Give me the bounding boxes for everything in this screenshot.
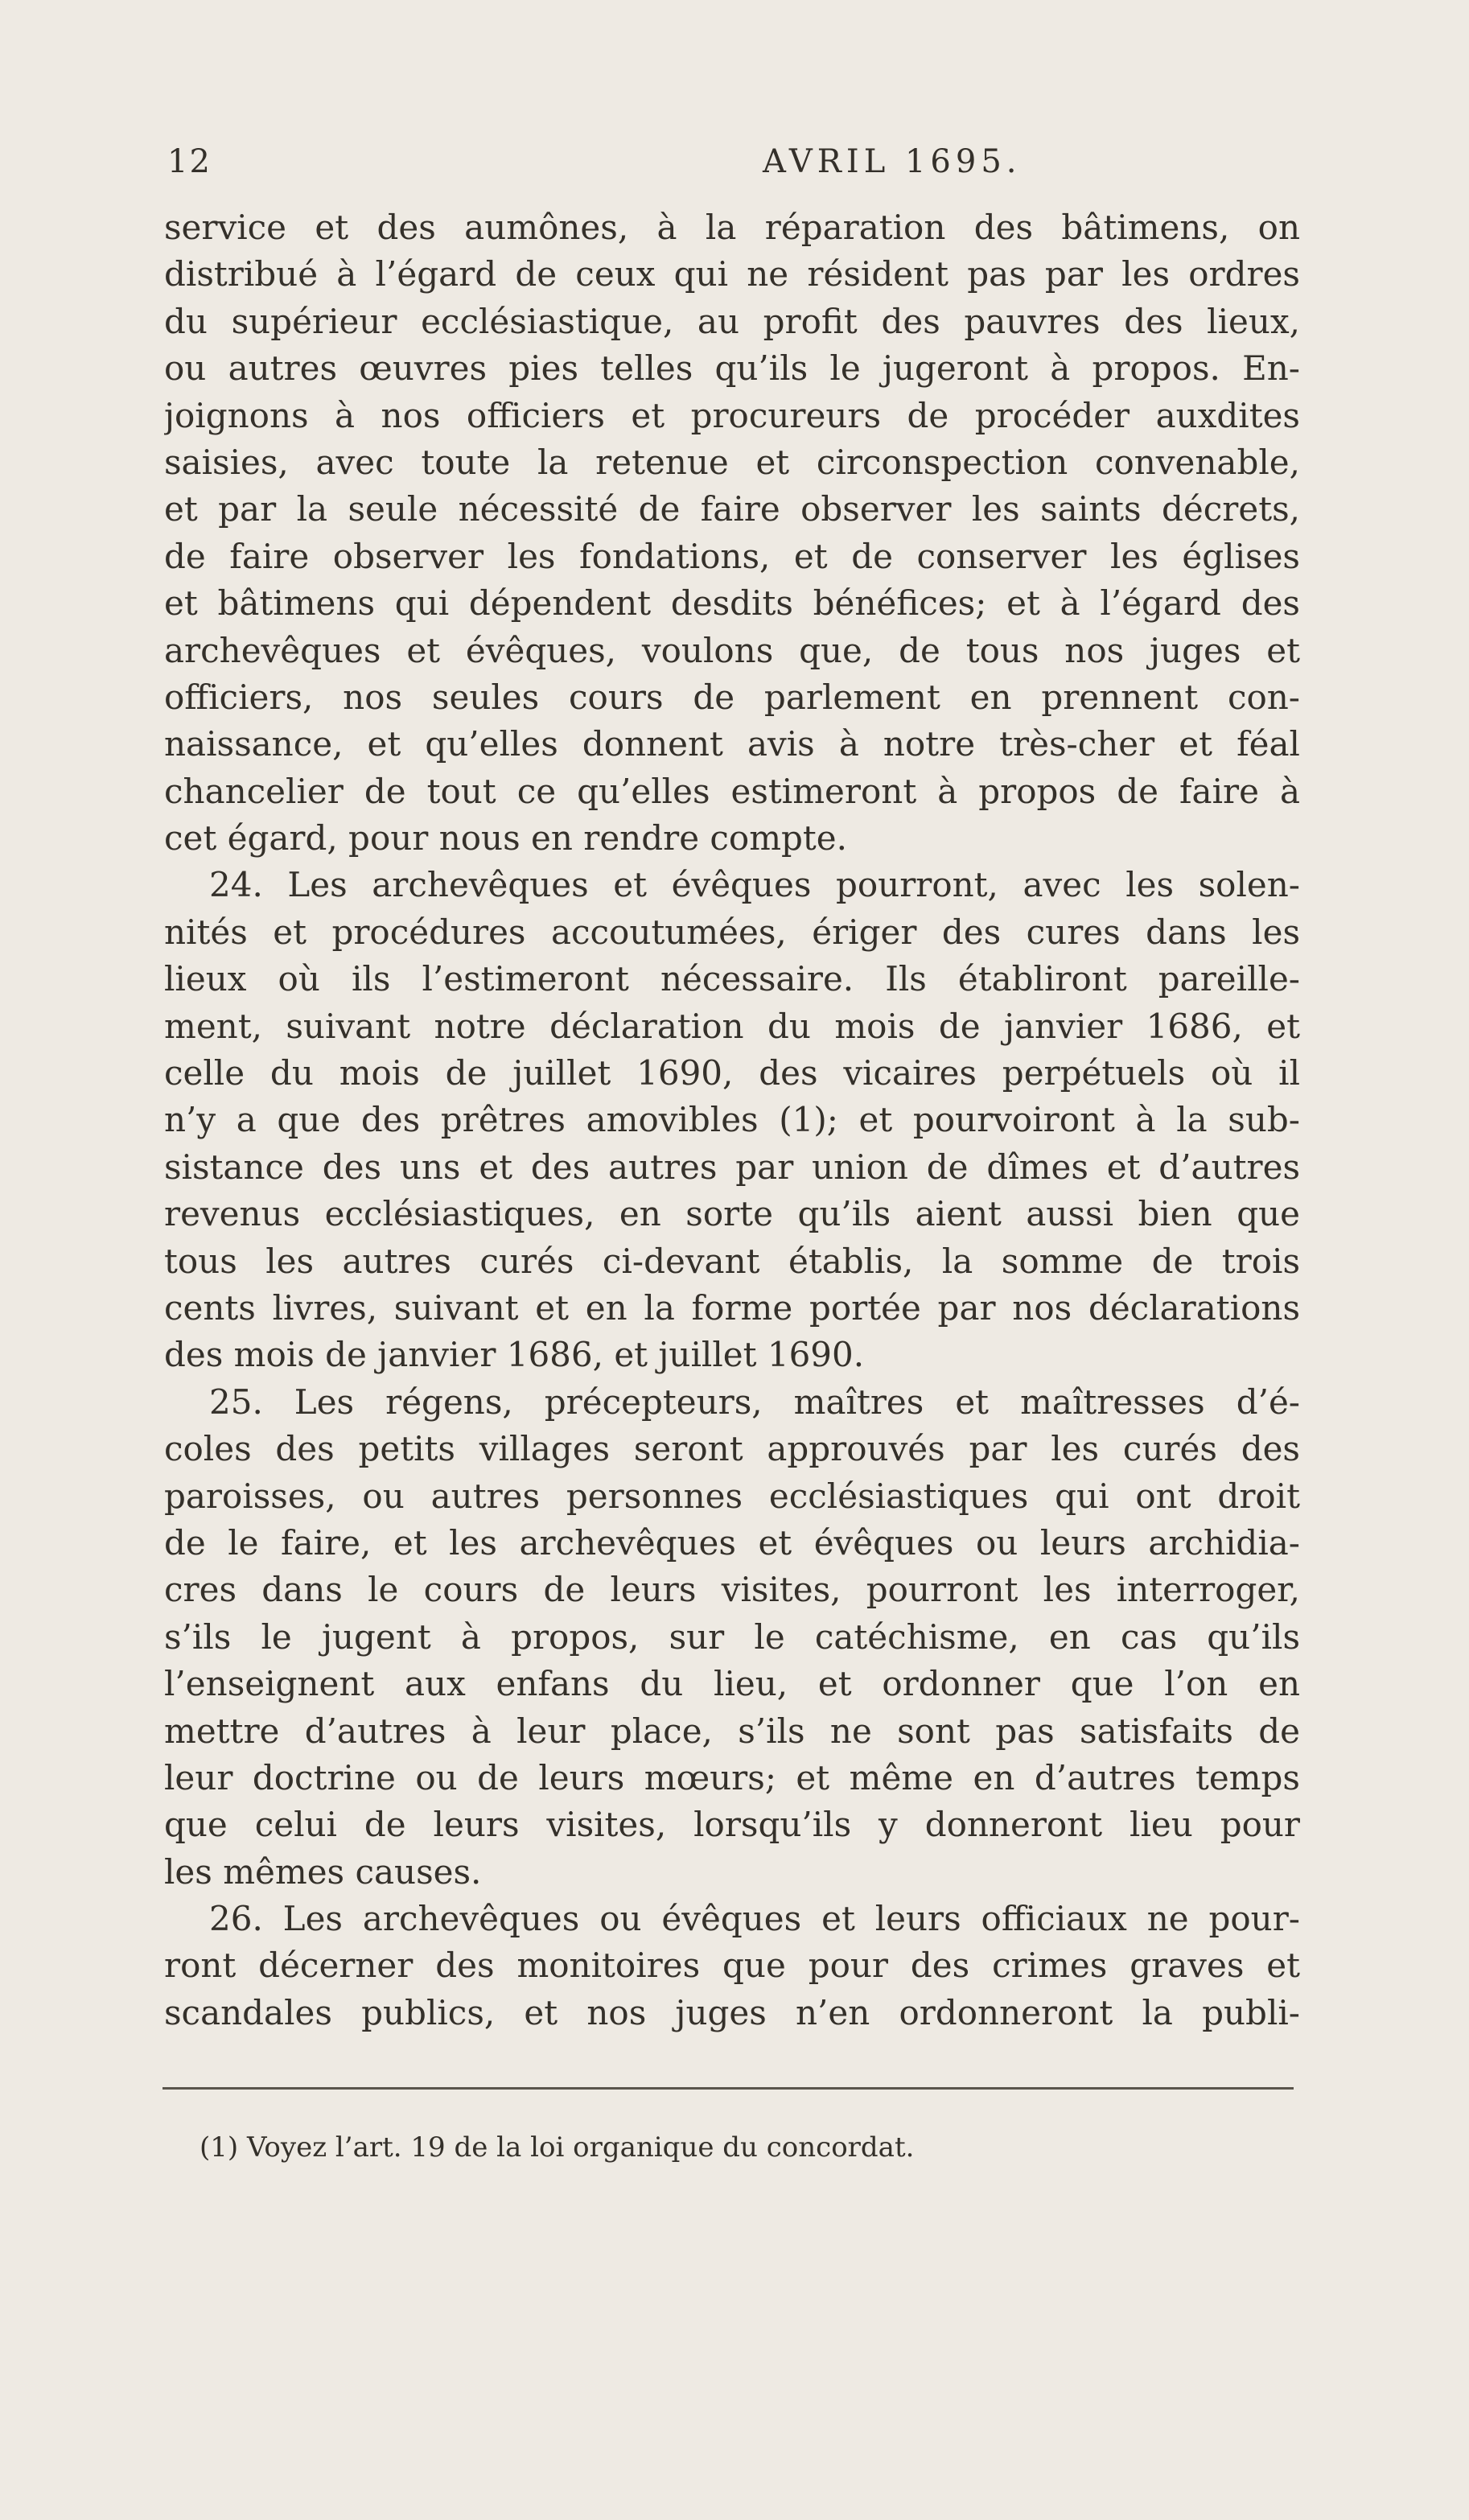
- footnote-reference-line: n’y a que des prêtres amovibles (1); et pourvoiront à la sub-: [164, 1100, 1300, 1140]
- text-line: lieux où ils l’estimeront nécessaire. Ils établiront pareille-: [164, 959, 1300, 999]
- text-line: et bâtimens qui dépendent desdits bénéfices; et à l’égard des: [164, 583, 1300, 624]
- text-line: cet égard, pour nous en rendre compte.: [164, 818, 848, 859]
- text-line: celle du mois de juillet 1690, des vicaires perpétuels où il: [164, 1053, 1300, 1093]
- text-line: mettre d’autres à leur place, s’ils ne sont pas satisfaits de: [164, 1711, 1300, 1751]
- text-line: saisies, avec toute la retenue et circonspection convenable,: [164, 442, 1300, 482]
- text-line: officiers, nos seules cours de parlement en prennent con-: [164, 677, 1300, 717]
- text-line: service et des aumônes, à la réparation des bâtimens, on: [164, 208, 1300, 247]
- text-line: sistance des uns et des autres par union de dîmes et d’autres: [164, 1147, 1300, 1187]
- text-line: ou autres œuvres pies telles qu’ils le jugeront à propos. En-: [164, 348, 1300, 389]
- text-line: nités et procédures accoutumées, ériger des cures dans les: [164, 912, 1300, 952]
- text-line: archevêques et évêques, voulons que, de tous nos juges et: [164, 630, 1300, 670]
- text-line: coles des petits villages seront approuvés par les curés des: [164, 1429, 1300, 1469]
- page-header: [167, 143, 1297, 188]
- body-text: [164, 204, 1300, 2079]
- text-line: cres dans le cours de leurs visites, pourront les interroger,: [164, 1570, 1300, 1610]
- text-line: ront décerner des monitoires que pour des crimes graves et: [164, 1946, 1300, 1986]
- article-26-start: 26. Les archevêques ou évêques et leurs officiaux ne pour-: [209, 1899, 1300, 1939]
- text-line: l’enseignent aux enfans du lieu, et ordonner que l’on en: [164, 1664, 1300, 1704]
- text-line: leur doctrine ou de leurs mœurs; et même en d’autres temps: [164, 1757, 1300, 1797]
- text-line: distribué à l’égard de ceux qui ne résident pas par les ordres: [164, 254, 1300, 294]
- article-25-start: 25. Les régens, précepteurs, maîtres et maîtresses d’é-: [209, 1381, 1300, 1422]
- text-line: de le faire, et les archevêques et évêques ou leurs archidia-: [164, 1522, 1300, 1563]
- text-line: scandales publics, et nos juges n’en ordonneront la publi-: [164, 1992, 1300, 2032]
- text-line: et par la seule nécessité de faire observer les saints décrets,: [164, 489, 1300, 529]
- text-line: tous les autres curés ci-devant établis, la somme de trois: [164, 1241, 1300, 1281]
- text-line: joignons à nos officiers et procureurs de procéder auxdites: [164, 395, 1300, 435]
- text-line: que celui de leurs visites, lorsqu’ils y donneront lieu pour: [164, 1805, 1300, 1845]
- text-line: les mêmes causes.: [164, 1851, 482, 1892]
- text-line: cents livres, suivant et en la forme portée par nos déclarations: [164, 1287, 1300, 1328]
- text-line: paroisses, ou autres personnes ecclésiastiques qui ont droit: [164, 1476, 1300, 1516]
- footnote-divider: [163, 2087, 1294, 2090]
- text-line: de faire observer les fondations, et de conserver les églises: [164, 536, 1300, 576]
- text-line: revenus ecclésiastiques, en sorte qu’ils aient aussi bien que: [164, 1194, 1300, 1234]
- article-24-start: 24. Les archevêques et évêques pourront, avec les solen-: [209, 865, 1300, 905]
- text-line: s’ils le jugent à propos, sur le catéchisme, en cas qu’ils: [164, 1616, 1300, 1657]
- page-number: 12: [167, 143, 212, 180]
- text-line: du supérieur ecclésiastique, au profit des pauvres des lieux,: [164, 301, 1300, 341]
- text-line: naissance, et qu’elles donnent avis à notre très-cher et féal: [164, 724, 1300, 764]
- text-line: des mois de janvier 1686, et juillet 1690.: [164, 1335, 865, 1375]
- text-line: chancelier de tout ce qu’elles estimeront à propos de faire à: [164, 771, 1300, 811]
- running-title: AVRIL 1695.: [763, 143, 1022, 180]
- footnote: (1) Voyez l’art. 19 de la loi organique du concordat.: [200, 2131, 915, 2164]
- text-line: ment, suivant notre déclaration du mois de janvier 1686, et: [164, 1006, 1300, 1046]
